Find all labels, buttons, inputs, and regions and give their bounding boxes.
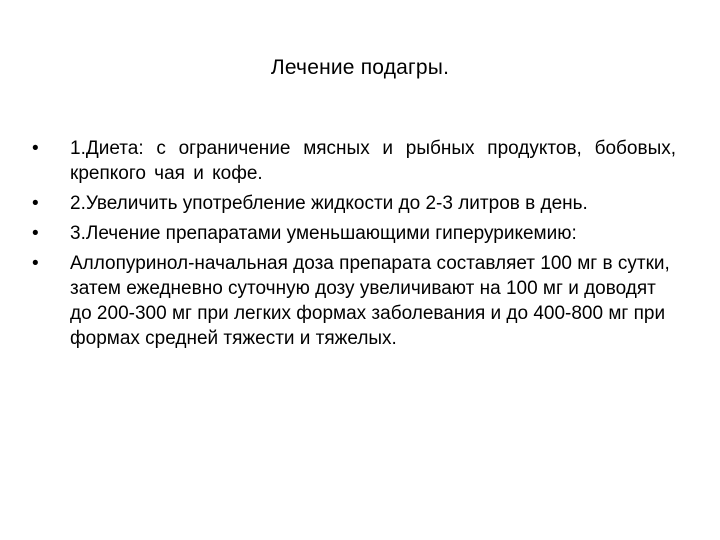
bullet-icon: • — [32, 193, 39, 214]
slide-title: Лечение подагры. — [270, 56, 450, 79]
bullet-item-medication — [32, 221, 676, 246]
bullet-text: Аллопуринол-начальная доза препарата составляет 100 мг в сутки, затем ежедневно суточную дозу увеличивают на 100 мг и доводят до 200-300 мг при легких формах заболевания и до 400-800 мг при формах средней тяжести и тяжелых. — [70, 253, 670, 349]
bullet-icon: • — [32, 138, 39, 159]
bullet-icon: • — [32, 223, 39, 244]
bullet-list — [32, 136, 676, 356]
bullet-text: 2.Увеличить употребление жидкости до 2-3 литров в день. — [70, 193, 588, 214]
bullet-item-fluids — [32, 191, 676, 216]
bullet-item-allopurinol — [32, 251, 676, 351]
bullet-text: 1.Диета: с ограничение мясных и рыбных продуктов, бобовых, крепкого чая и кофе. — [70, 138, 676, 184]
bullet-icon: • — [32, 253, 39, 274]
bullet-text: 3.Лечение препаратами уменьшающими гиперурикемию: — [70, 223, 577, 244]
bullet-item-diet — [32, 136, 676, 186]
